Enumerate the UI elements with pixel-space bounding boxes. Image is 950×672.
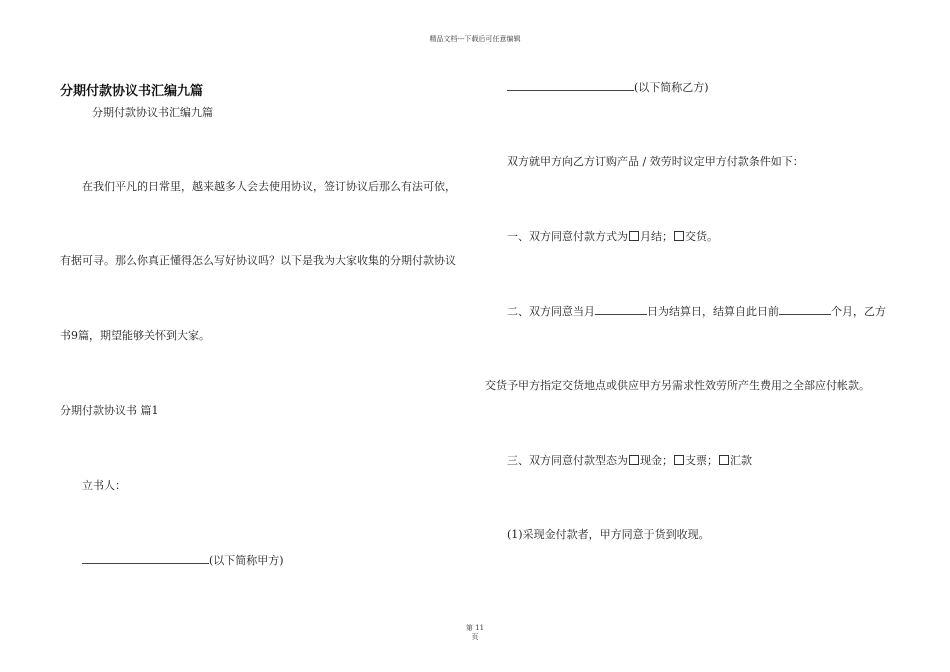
clause-2-text-a: 二、双方同意当月 <box>507 305 595 318</box>
checkbox-icon <box>674 455 684 465</box>
clause-3-option-1: 现金； <box>640 454 673 467</box>
party-a-blank <box>82 553 209 564</box>
months-blank <box>779 304 831 315</box>
party-a-line <box>82 553 284 568</box>
party-b-blank <box>507 80 634 91</box>
intro-paragraph-line-3: 书9篇，期望能够关怀到大家。 <box>60 329 210 342</box>
clause-3-option-2: 支票； <box>685 454 718 467</box>
document-title: 分期付款协议书汇编九篇 <box>60 84 204 99</box>
clause-2-continuation: 交货予甲方指定交货地点或供应甲方另需求性效劳所产生费用之全部应付帐款。 <box>485 379 870 392</box>
checkbox-icon <box>629 455 639 465</box>
agreement-intro: 双方就甲方向乙方订购产品 / 效劳时议定甲方付款条件如下： <box>507 155 804 168</box>
clause-3-text: 三、双方同意付款型态为 <box>507 454 628 467</box>
clause-1-text: 一、双方同意付款方式为 <box>507 230 628 243</box>
clause-3 <box>507 454 752 468</box>
page-label-top: 第 <box>465 624 473 632</box>
clause-3-sub-1: (1)采现金付款者，甲方同意于货到收现。 <box>507 528 710 541</box>
page-header: 精品文档---下载后可任意编辑 <box>429 35 521 43</box>
party-b-label: (以下简称乙方) <box>634 81 709 94</box>
document-subtitle: 分期付款协议书汇编九篇 <box>92 106 213 119</box>
clause-1 <box>507 230 718 244</box>
section-heading: 分期付款协议书 篇1 <box>60 404 159 417</box>
intro-paragraph-line-2: 有据可寻。那么你真正懂得怎么写好协议吗？以下是我为大家收集的分期付款协议 <box>60 254 456 267</box>
settlement-day-blank <box>595 304 647 315</box>
checkbox-icon <box>674 231 684 241</box>
clause-3-option-3: 汇款 <box>730 454 752 467</box>
clause-2 <box>507 304 886 319</box>
party-a-label: (以下简称甲方) <box>209 554 284 567</box>
checkbox-icon <box>629 231 639 241</box>
clause-1-option-1: 月结； <box>640 230 673 243</box>
intro-paragraph-line-1: 在我们平凡的日常里，越来越多人会去使用协议，签订协议后那么有法可依， <box>82 180 456 193</box>
clause-2-text-c: 个月，乙方 <box>831 305 886 318</box>
page-number <box>0 624 950 642</box>
clause-1-option-2: 交货。 <box>685 230 718 243</box>
signer-label: 立书人： <box>82 479 126 492</box>
clause-2-text-b: 日为结算日，结算自此日前 <box>647 305 779 318</box>
page-label-bottom: 页 <box>471 633 479 641</box>
party-b-line <box>507 80 709 95</box>
page-number-value: 11 <box>475 624 485 632</box>
checkbox-icon <box>719 455 729 465</box>
